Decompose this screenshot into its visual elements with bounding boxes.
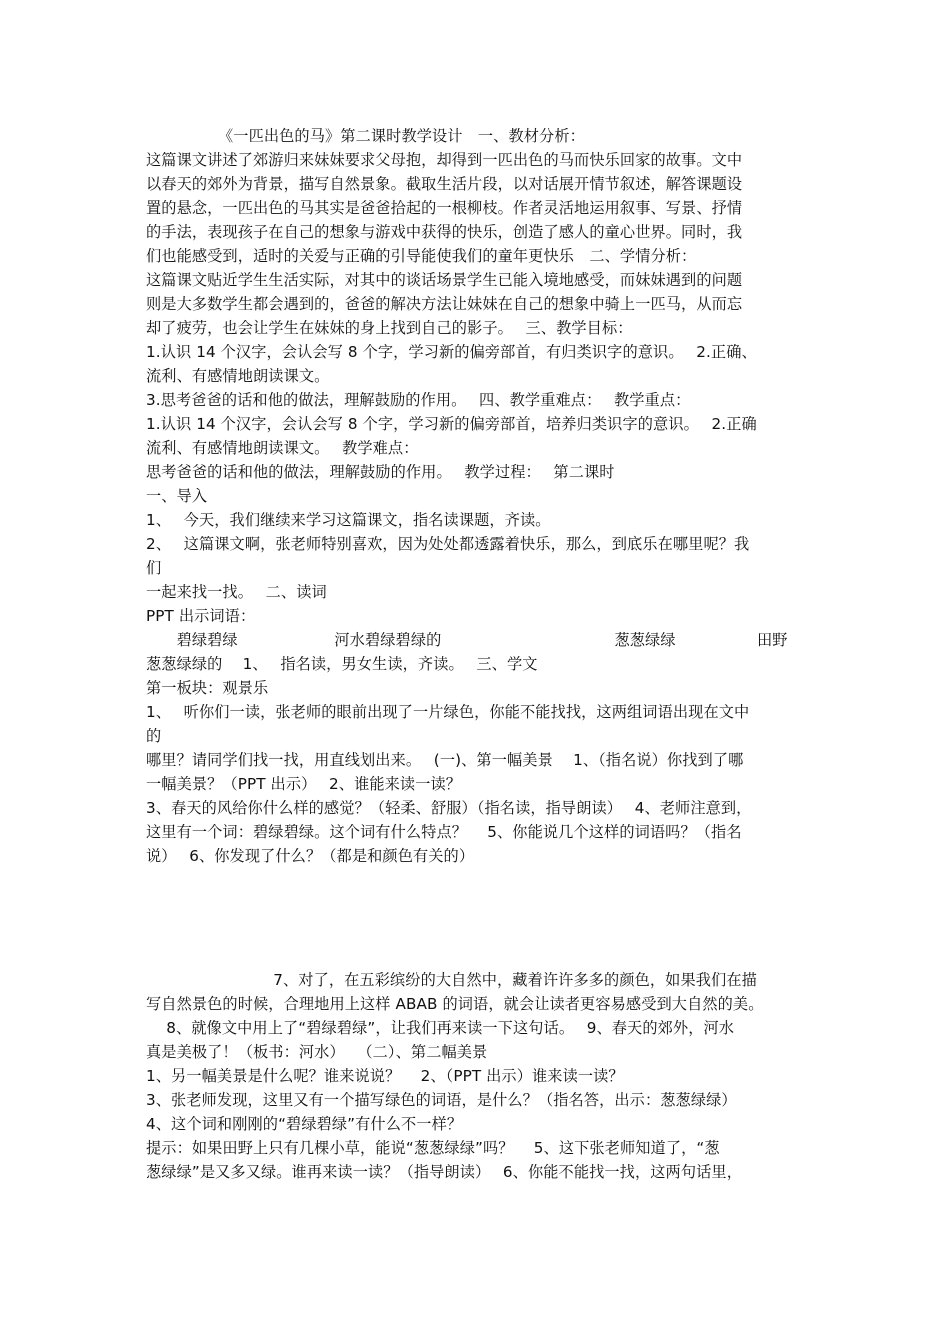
text-line: 这里有一个词：碧绿碧绿。这个词有什么特点？ 5、你能说几个这样的词语吗？（指名 (146, 823, 742, 841)
word-list-line: 碧绿碧绿 河水碧绿碧绿的 葱葱绿绿 田野 (146, 631, 788, 649)
text-line: 流利、有感情地朗读课文。 教学难点： (146, 439, 419, 457)
text-line: 思考爸爸的话和他的做法，理解鼓励的作用。 教学过程： 第二课时 (146, 463, 615, 481)
text-line: 1、另一幅美景是什么呢？谁来说说？ 2、（PPT 出示）谁来读一读？ (146, 1067, 624, 1085)
text-line: 一幅美景？（PPT 出示） 2、谁能来读一读？ (146, 775, 462, 793)
text-line: 3、张老师发现，这里又有一个描写绿色的词语，是什么？（指名答，出示：葱葱绿绿） (146, 1091, 737, 1109)
text-line: 哪里？请同学们找一找，用直线划出来。 (一)、第一幅美景 1、（指名说）你找到了哪 (146, 751, 744, 769)
text-line: 置的悬念，一匹出色的马其实是爸爸拾起的一根柳枝。作者灵活地运用叙事、写景、抒情 (146, 199, 743, 217)
text-line: 真是美极了！（板书：河水） （二）、第二幅美景 (146, 1043, 488, 1061)
text-line: 一起来找一找。 二、读词 (146, 583, 327, 601)
text-line: 8、就像文中用上了“碧绿碧绿”，让我们再来读一下这句话。 9、春天的郊外，河水 (146, 1019, 735, 1037)
text-line: 流利、有感情地朗读课文。 (146, 367, 330, 385)
section-heading: 第一板块：观景乐 (146, 679, 269, 697)
text-line: 以春天的郊外为背景，描写自然景象。截取生活片段，以对话展开情节叙述，解答课题设 (146, 175, 743, 193)
text-line: 则是大多数学生都会遇到的，爸爸的解决方法让妹妹在自己的想象中骑上一匹马，从而忘 (146, 295, 743, 313)
text-line: 写自然景色的时候，合理地用上这样 ABAB 的词语，就会让读者更容易感受到大自然的美。 (146, 995, 764, 1013)
section-heading: 一、导入 (146, 487, 208, 505)
text-line: 1、 今天，我们继续来学习这篇课文，指名读课题，齐读。 (146, 511, 551, 529)
text-line: 3、春天的风给你什么样的感觉？（轻柔、舒服）（指名读，指导朗读） 4、老师注意到， (146, 799, 752, 817)
text-line: 1.认识 14 个汉字，会认会写 8 个字，学习新的偏旁部首，有归类识字的意识。 2.正确、 (146, 343, 757, 361)
text-line: 1.认识 14 个汉字，会认会写 8 个字，学习新的偏旁部首，培养归类识字的意识。 2.正确 (146, 415, 757, 433)
text-line: PPT 出示词语： (146, 607, 256, 625)
doc-title-line: 《一匹出色的马》第二课时教学设计 一、教材分析： (218, 127, 585, 145)
text-line: 的手法，表现孩子在自己的想象与游戏中获得的快乐，创造了感人的童心世界。同时，我 (146, 223, 743, 241)
text-line: 们 (146, 559, 162, 577)
text-line: 这篇课文讲述了郊游归来妹妹要求父母抱，却得到一匹出色的马而快乐回家的故事。文中 (146, 151, 743, 169)
text-line: 却了疲劳，也会让学生在妹妹的身上找到自己的影子。 三、教学目标： (146, 319, 633, 337)
text-line: 这篇课文贴近学生生活实际，对其中的谈话场景学生已能入境地感受，而妹妹遇到的问题 (146, 271, 743, 289)
text-line: 3.思考爸爸的话和他的做法，理解鼓励的作用。 四、教学重难点： 教学重点： (146, 391, 691, 409)
text-line: 4、这个词和刚刚的“碧绿碧绿”有什么不一样？ (146, 1115, 463, 1133)
text-line: 们也能感受到，适时的关爱与正确的引导能使我们的童年更快乐 二、学情分析： (146, 247, 697, 265)
text-line: 1、 听你们一读，张老师的眼前出现了一片绿色，你能不能找找，这两组词语出现在文中 (146, 703, 750, 721)
text-line: 的 (146, 727, 162, 745)
text-line: 说） 6、你发现了什么？（都是和颜色有关的） (146, 847, 475, 865)
text-line: 葱绿绿”是又多又绿。谁再来读一读？（指导朗读） 6、你能不能找一找，这两句话里， (146, 1163, 742, 1181)
text-line: 7、对了，在五彩缤纷的大自然中，藏着许许多多的颜色，如果我们在描 (146, 971, 757, 989)
text-line: 2、 这篇课文啊，张老师特别喜欢，因为处处都透露着快乐，那么，到底乐在哪里呢？我 (146, 535, 750, 553)
text-line: 提示：如果田野上只有几棵小草，能说“葱葱绿绿”吗？ 5、这下张老师知道了，“葱 (146, 1139, 720, 1157)
text-line: 葱葱绿绿的 1、 指名读，男女生读，齐读。 三、学文 (146, 655, 538, 673)
